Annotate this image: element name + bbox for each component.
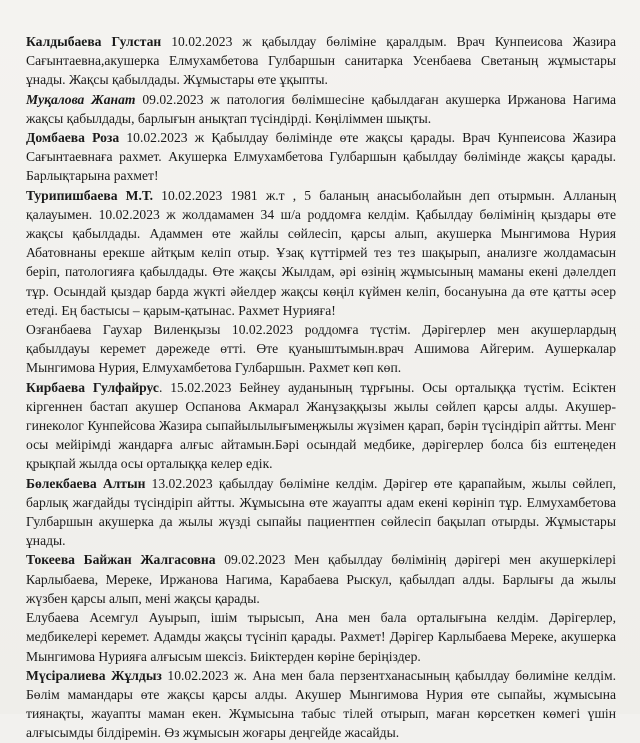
review-entry: [26, 90, 616, 128]
reviewer-name: Кирбаева Гулфайрус: [26, 379, 159, 395]
review-entry: [26, 32, 616, 90]
review-entry: [26, 474, 616, 551]
reviewer-name: Калдыбаева Гулстан: [26, 34, 162, 49]
reviewer-name: Токеева Байжан Жалгасовна: [26, 552, 216, 568]
review-text: Елубаева Асемгул Ауырып, ішім тырысып, Ана мен бала орталығына келдім. Дәрігерлер, медбикелері керемет. Адамды жақсы түсініп қарады. Рахмет! Дәрігер Карлыбаева Мереке, акушерка Мынгимова Нурияға алғысым шексіз. Биіктерден көріне беріңіздер.: [26, 610, 616, 664]
review-entry: [26, 186, 616, 320]
reviewer-name: Бөлекбаева Алтын: [26, 475, 146, 491]
reviewer-name: Мүсіралиева Жұлдыз: [26, 667, 162, 683]
review-text: . 15.02.2023 Бейнеу ауданының тұрғыны. Осы орталыққа түстім. Есіктен кіргеннен бастап акушер Оспанова Акмарал Жанұзаққызы жылы сөйлеп қарсы алды. Акушер-гинеколог Кунпейсова Жазира сыпайылылығымеңжылы жүзімен қарап, бәрін түсіндіріп айтты. Менг осы мейірімді жандарға алғыс айтамын.Бәрі осындай медбике, дәрігерлер болса біз ештеңеден қрықпай жылда осы орталыққа келер едік.: [26, 379, 616, 472]
review-text: 13.02.2023 қабылдау бөліміне келдім. Дәрігер өте қарапайым, жылы сөйлеп, барлық жағдайды түсіндіріп айтты. Жұмысына өте жауапты адам екені көрініп тұр. Елмухамбетова Гулбаршын акушерка да жылы жүзді сыпайы пациентпен сөйлесіп бақылап отырды. Жұмыстары ұнады.: [26, 475, 616, 549]
review-text: 09.02.2023 ж патология бөлімшесіне қабылдаған акушерка Иржанова Нагима жақсы қабылдады, барлығын анықтап түсіндірді. Көңіліммен шықты.: [26, 91, 616, 126]
review-entry: [26, 128, 616, 186]
review-text: 10.02.2023 ж қабылдау бөліміне қаралдым. Врач Кунпеисова Жазира Сағынтаевна,акушерка Елмухамбетова Гулбаршын санитарка Усенбаева Светаның жұмыстары ұнады. Жақсы қабылдады. Жұмыстары өте ұқыпты.: [26, 34, 616, 88]
review-entry: [26, 320, 616, 378]
review-entry: [26, 608, 616, 666]
review-text: 10.02.2023 1981 ж.т , 5 баланың анасыболайын деп отырмын. Алланың қалауымен. 10.02.2023 ж жолдамамен 34 ш/а роддомға келдім. Қабылдау бөлімінің қыздары өте жақсы қабылдады. Адаммен өте жайлы сөйлесіп, қарсы алып, акушерка Мынгимова Нурия Абатовнаны ерекше айтқым келіп отыр. Ұзақ күттірмей тез тез шақырып, анализге жолдамасын беріп, патологияға қабылдады. Өте жақсы Жылдам, әрі өзінің жұмысының маманы екені дәлелдеп тұр. Осындай қыздар барда жүкті әйелдер жақсы көңіл күймен келіп, босануына да өте қатты әсер етеді. Ең бастысы – қарым-қатынас. Рахмет Нурияға!: [26, 187, 616, 318]
reviewer-name: Домбаева Роза: [26, 130, 120, 146]
review-text: 10.02.2023 ж. Ана мен бала перзентханасының қабылдау бөлиміне келдім. Бөлім мамандары өте жақсы қарсы алды. Акушер Мынгимова Нурия өте сыпайы, жұмысына тиянақты, жауапты маман екен. Жұмысына табыс тілей отырып, маған көрсеткен көмегі үшін алғысымды білдіремін. Өз жұмысын жоғары деңгейде жасайды.: [26, 667, 616, 741]
review-text: 10.02.2023 ж Қабылдау бөлімінде өте жақсы қарады. Врач Кунпеисова Жазира Сағынтаевнаға рахмет. Акушерка Елмухамбетова Гулбаршын қабылдау бөлімінде жақсы қарады. Барлықтарына рахмет!: [26, 130, 616, 184]
review-entry: [26, 550, 616, 608]
review-entry: [26, 666, 616, 743]
review-entry: [26, 378, 616, 474]
review-text: 09.02.2023 Мен қабылдау бөлімінің дәрігері мен акушеркілері Карлыбаева, Мереке, Иржанова Нагима, Карабаева Рыскул, қабылдап алды. Барлығы да жылы жүзбен қарсы алып, мені жақсы қарады.: [26, 552, 616, 606]
review-text: Озғанбаева Гаухар Виленқызы 10.02.2023 роддомға түстім. Дәрігерлер мен акушерлардың қабылдауы керемет дәрежеде өтті. Өте қуаныштымын.врач Ашимова Айгерим. Аушеркалар Мынгимова Нурия, Елмухамбетова Гулбаршын. Рахмет көп көп.: [26, 322, 616, 376]
reviewer-name: Турипишбаева М.Т.: [26, 187, 153, 203]
reviewer-name: Муқалова Жанат: [26, 91, 136, 107]
